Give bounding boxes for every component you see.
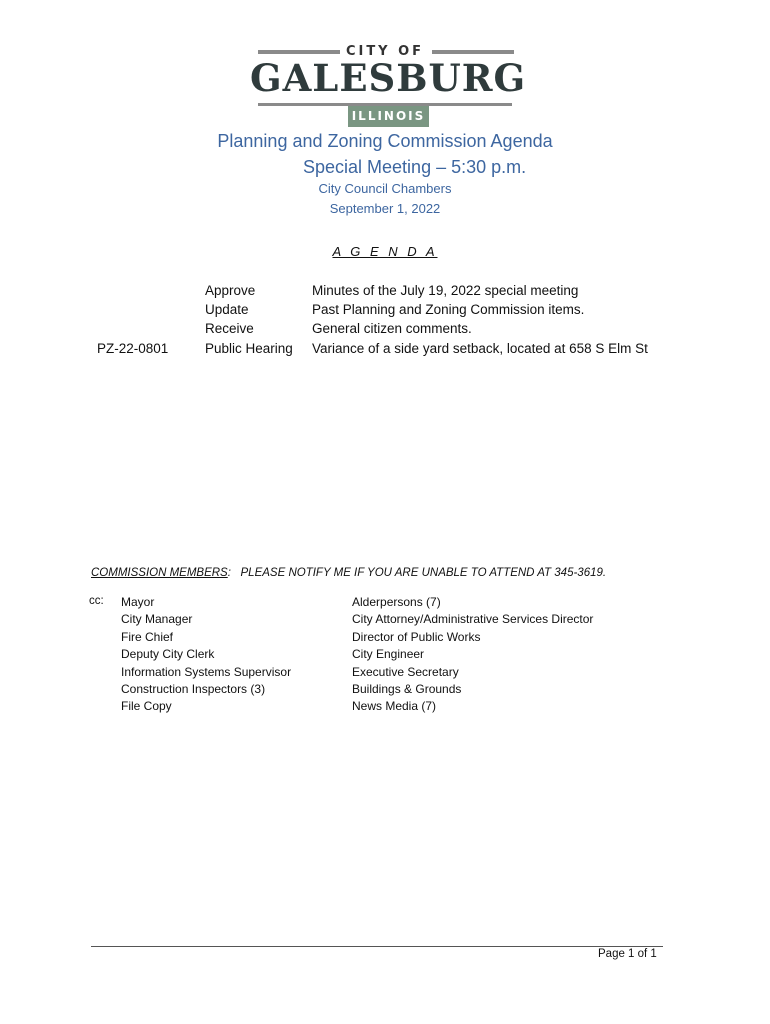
cc-label: cc:	[89, 595, 104, 607]
agenda-item-action: Update	[205, 302, 249, 317]
cc-recipient: Alderpersons (7)	[352, 595, 441, 609]
agenda-item-description: Variance of a side yard setback, located at 658 S Elm St	[312, 341, 648, 356]
logo-state-badge: ILLINOIS	[348, 106, 429, 127]
page-number: Page 1 of 1	[598, 948, 657, 960]
agenda-item-action: Public Hearing	[205, 341, 293, 356]
agenda-item-description: General citizen comments.	[312, 321, 472, 336]
cc-recipient: News Media (7)	[352, 699, 437, 714]
footer-divider	[91, 946, 663, 947]
agenda-item-description: Past Planning and Zoning Commission items.	[312, 302, 585, 317]
cc-list-left	[121, 594, 291, 716]
cc-recipient: Information Systems Supervisor	[121, 664, 292, 679]
commission-notice: COMMISSION MEMBERS: PLEASE NOTIFY ME IF YOU ARE UNABLE TO ATTEND AT 345-3619.	[91, 567, 607, 579]
cc-recipient: Director of Public Works	[352, 629, 481, 644]
agenda-item-case-number: PZ-22-0801	[97, 341, 169, 356]
cc-recipient: Fire Chief	[121, 629, 174, 644]
meeting-subtitle: Special Meeting – 5:30 p.m.	[303, 157, 527, 177]
cc-recipient: Mayor	[121, 595, 155, 609]
logo-city-name: GALESBURG	[250, 56, 527, 100]
commission-label: COMMISSION MEMBERS	[91, 567, 228, 579]
agenda-item-action: Receive	[205, 321, 254, 336]
meeting-date: September 1, 2022	[329, 201, 441, 216]
page-title: Planning and Zoning Commission Agenda	[217, 131, 553, 151]
meeting-location: City Council Chambers	[318, 181, 452, 196]
logo-city-of: CITY OF	[345, 44, 425, 59]
agenda-item-description: Minutes of the July 19, 2022 special meeting	[312, 283, 579, 298]
cc-recipient: City Attorney/Administrative Services Director	[352, 612, 594, 627]
cc-recipient: Executive Secretary	[352, 664, 459, 679]
commission-notice-text: PLEASE NOTIFY ME IF YOU ARE UNABLE TO ATTEND AT 345-3619.	[240, 567, 607, 579]
cc-list-right	[352, 594, 593, 716]
cc-recipient: City Engineer	[352, 647, 425, 662]
agenda-item-action: Approve	[205, 283, 256, 298]
city-logo	[250, 42, 527, 132]
agenda-heading: A G E N D A	[332, 244, 438, 259]
cc-recipient: Buildings & Grounds	[352, 682, 462, 697]
cc-recipient: Construction Inspectors (3)	[121, 682, 266, 697]
cc-recipient: File Copy	[121, 699, 172, 714]
cc-recipient: City Manager	[121, 612, 193, 627]
cc-recipient: Deputy City Clerk	[121, 647, 215, 662]
